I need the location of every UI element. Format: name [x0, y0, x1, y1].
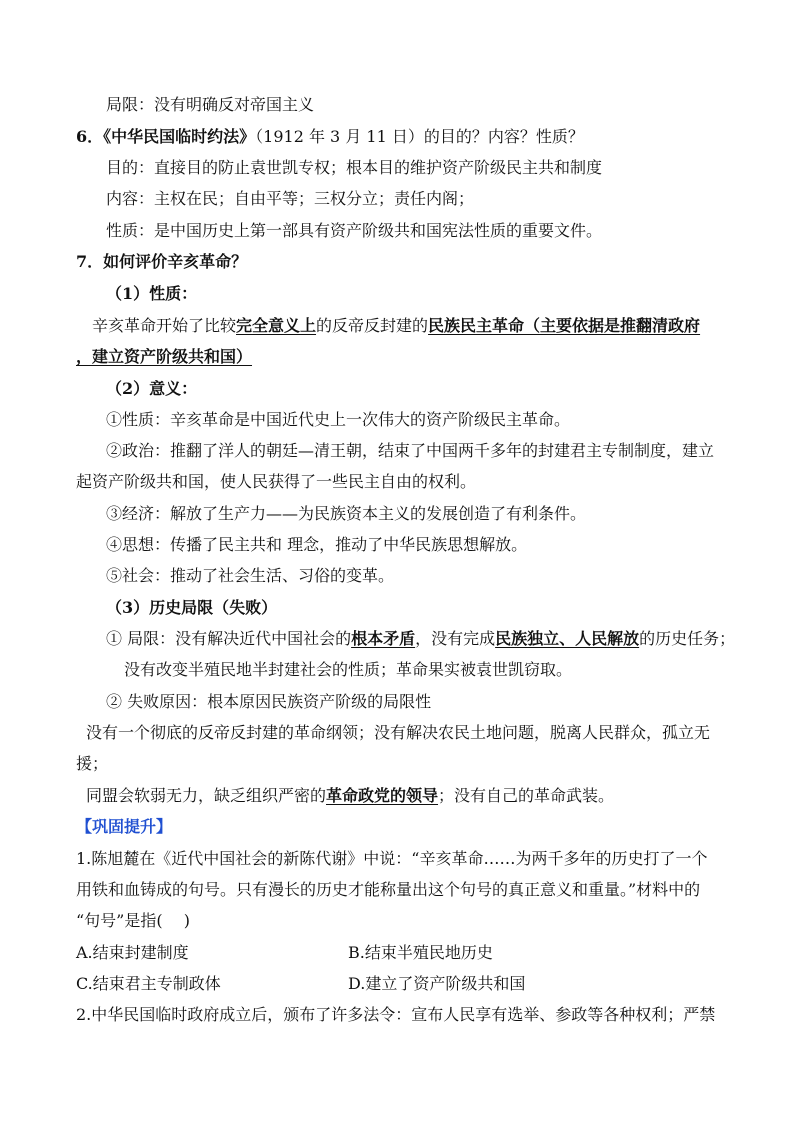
emphasis-run: 根本矛盾 — [351, 629, 416, 648]
question-6-title — [76, 126, 584, 148]
question-6-rest: （1912 年 3 月 11 日）的目的？内容？性质？ — [255, 127, 584, 146]
exercise-1-stem-b: 用铁和血铸成的句号。只有漫长的历史才能称量出这个句号的真正意义和重量。”材料中的 — [76, 880, 701, 899]
emphasis-run: 民族独立、人民解放 — [495, 629, 640, 648]
consolidation-heading: 【巩固提升】 — [76, 817, 173, 836]
limitation-item-2: ② 失败原因：根本原因民族资产阶级的局限性 — [106, 692, 432, 711]
limitation-item-1-cont: 没有改变半殖民地半封建社会的性质；革命果实被袁世凯窃取。 — [124, 660, 573, 679]
question-7-title: 7．如何评价辛亥革命？ — [76, 252, 248, 271]
limitation-item-1 — [106, 628, 735, 650]
limitation-line: 局限：没有明确反对帝国主义 — [106, 95, 315, 114]
text-run: ① 局限：没有解决近代中国社会的 — [106, 629, 352, 648]
significance-item-1: ①性质：辛亥革命是中国近代史上一次伟大的资产阶级民主革命。 — [106, 410, 571, 429]
exercise-1-option-d: D.建立了资产阶级共和国 — [348, 974, 526, 993]
emphasis-run: 完全意义上 — [236, 316, 317, 335]
text-run: ，没有完成 — [415, 629, 496, 648]
text-run: 同盟会软弱无力，缺乏组织严密的 — [86, 786, 327, 805]
nature-paragraph-line1 — [92, 315, 700, 337]
subsection-nature-title: （1）性质： — [106, 284, 198, 303]
significance-item-2a: ②政治：推翻了洋人的朝廷—清王朝，结束了中国两千多年的封建君主专制制度，建立 — [106, 441, 715, 460]
subsection-significance-title: （2）意义： — [106, 379, 198, 398]
text-run: 的历史任务； — [639, 629, 736, 648]
significance-item-3: ③经济：解放了生产力——为民族资本主义的发展创造了有利条件。 — [106, 504, 587, 523]
exercise-1-option-b: B.结束半殖民地历史 — [348, 943, 493, 962]
exercise-1-stem-a: 1.陈旭麓在《近代中国社会的新陈代谢》中说：“辛亥革命……为两千多年的历史打了一个 — [76, 849, 708, 868]
question-6-purpose: 目的：直接目的防止袁世凯专权；根本目的维护资产阶级民主共和制度 — [106, 158, 603, 177]
nature-paragraph-line2: ，建立资产阶级共和国） — [76, 347, 253, 366]
text-run: 的反帝反封建的 — [316, 316, 429, 335]
emphasis-run: 民族民主革命（主要依据是推翻清政府 — [428, 316, 701, 335]
significance-item-4: ④思想：传播了民主共和 理念，推动了中华民族思想解放。 — [106, 535, 528, 554]
exercise-2-stem-a: 2.中华民国临时政府成立后，颁布了许多法令：宣布人民享有选举、参政等各种权利；严禁 — [76, 1005, 716, 1024]
emphasis-run: 革命政党的领导 — [326, 786, 439, 805]
failure-reason-2 — [86, 785, 614, 807]
exercise-1-option-c: C.结束君主专制政体 — [76, 974, 221, 993]
text-run: 辛亥革命开始了比较 — [92, 316, 237, 335]
significance-item-5: ⑤社会：推动了社会生活、习俗的变革。 — [106, 566, 395, 585]
question-6-nature: 性质：是中国历史上第一部具有资产阶级共和国宪法性质的重要文件。 — [106, 221, 603, 240]
text-run: ；没有自己的革命武装。 — [438, 786, 615, 805]
question-6-number: 6． — [76, 127, 104, 146]
exercise-1-stem-c: “句号”是指( ) — [76, 911, 190, 930]
question-6-content: 内容：主权在民；自由平等；三权分立；责任内阁； — [106, 189, 475, 208]
failure-reason-1a: 没有一个彻底的反帝反封建的革命纲领；没有解决农民土地问题，脱离人民群众，孤立无 — [86, 723, 711, 742]
question-6-law-name: 《中华民国临时约法》 — [103, 127, 256, 146]
subsection-limitation-title: （3）历史局限（失败） — [106, 598, 278, 617]
significance-item-2b: 起资产阶级共和国，使人民获得了一些民主自由的权利。 — [76, 472, 477, 491]
exercise-1-option-a: A.结束封建制度 — [76, 943, 189, 962]
failure-reason-1b: 援； — [76, 754, 109, 773]
